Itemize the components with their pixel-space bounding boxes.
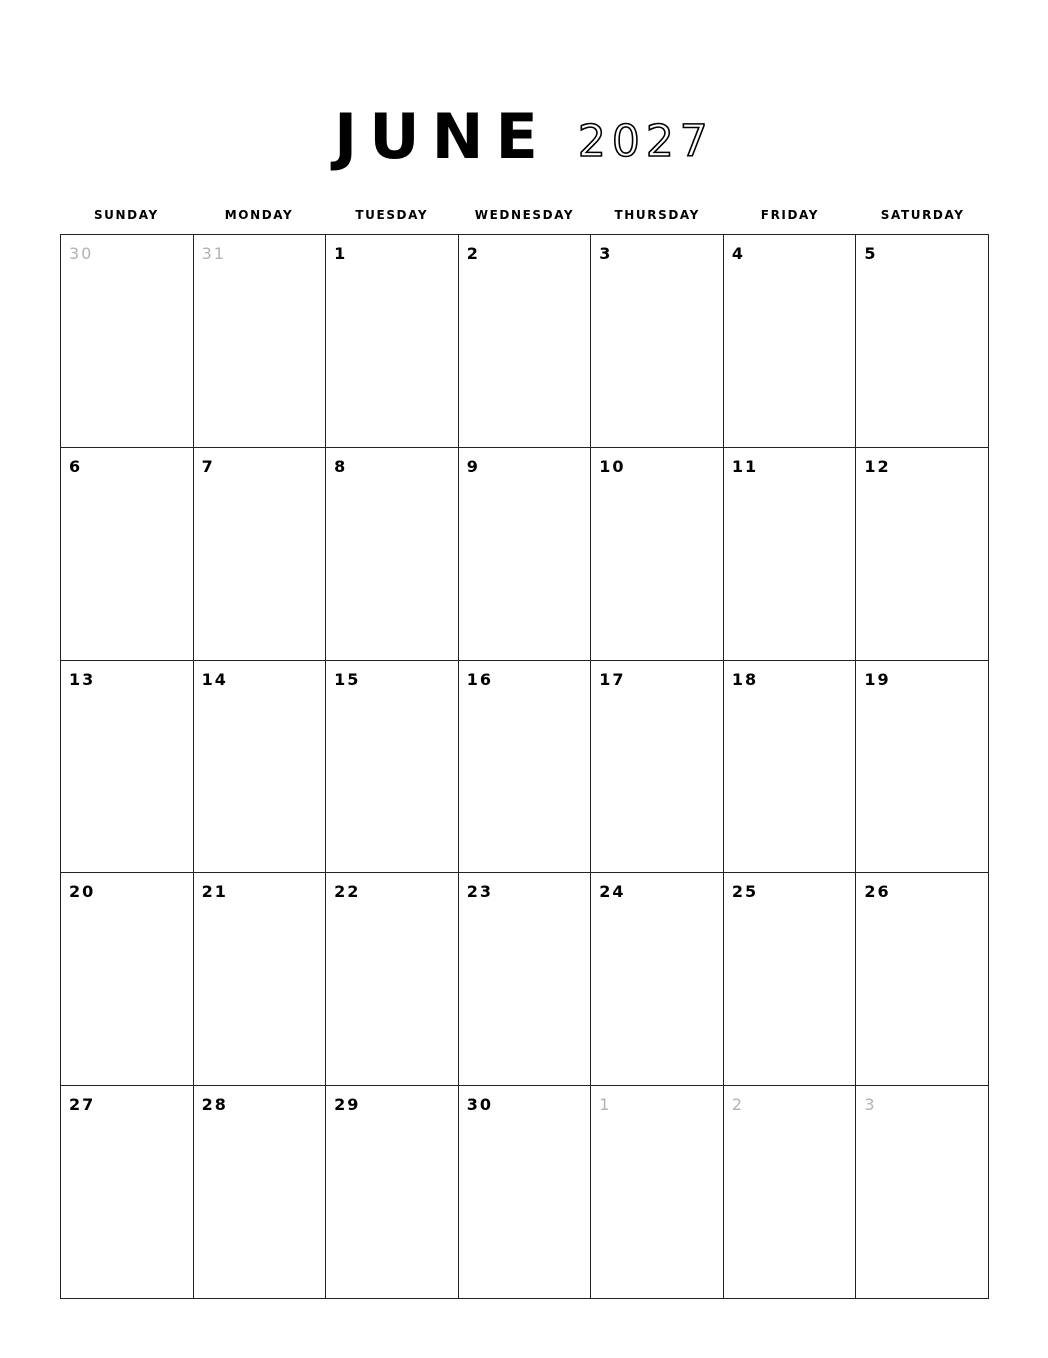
day-cell[interactable]: [724, 448, 857, 661]
day-cell[interactable]: [61, 1086, 194, 1299]
day-cell-adjacent-month[interactable]: [724, 1086, 857, 1299]
day-cell-adjacent-month[interactable]: [591, 1086, 724, 1299]
day-cell[interactable]: [591, 661, 724, 874]
day-number: 19: [864, 669, 891, 689]
day-number: 2: [731, 1095, 745, 1115]
day-cell[interactable]: [459, 1086, 592, 1299]
weekday-tuesday: TUESDAY: [355, 208, 429, 222]
day-number: 15: [334, 669, 361, 689]
day-number: 22: [334, 882, 361, 902]
calendar-grid: [60, 234, 989, 1299]
day-cell[interactable]: [326, 661, 459, 874]
day-cell[interactable]: [61, 661, 194, 874]
day-cell[interactable]: [459, 873, 592, 1086]
day-number: 6: [69, 456, 83, 476]
day-cell[interactable]: [326, 235, 459, 448]
day-number: 4: [731, 244, 745, 263]
day-number: 24: [599, 882, 626, 902]
day-number: 23: [466, 882, 493, 902]
day-number: 30: [466, 1095, 493, 1115]
day-cell[interactable]: [591, 235, 724, 448]
weekday-thursday: THURSDAY: [614, 208, 700, 222]
day-cell[interactable]: [459, 661, 592, 874]
day-cell[interactable]: [61, 448, 194, 661]
day-number: 16: [466, 669, 493, 689]
day-number: 26: [864, 882, 891, 902]
day-cell[interactable]: [591, 873, 724, 1086]
day-number: 8: [334, 456, 348, 476]
day-number: 3: [599, 244, 613, 263]
day-cell[interactable]: [591, 448, 724, 661]
day-number: 17: [599, 669, 626, 689]
day-number: 14: [201, 669, 228, 689]
day-number: 21: [201, 882, 228, 902]
day-cell-adjacent-month[interactable]: [194, 235, 327, 448]
day-cell[interactable]: [724, 873, 857, 1086]
day-number: 13: [69, 669, 96, 689]
day-number: 20: [69, 882, 96, 902]
day-cell[interactable]: [61, 873, 194, 1086]
calendar-title: [0, 88, 1048, 173]
day-cell[interactable]: [194, 661, 327, 874]
day-cell[interactable]: [326, 873, 459, 1086]
year-title: 2027: [577, 116, 714, 167]
day-number: 7: [201, 456, 215, 476]
weekday-sunday: SUNDAY: [93, 208, 159, 222]
day-cell-adjacent-month[interactable]: [856, 1086, 989, 1299]
month-title: JUNE: [334, 100, 550, 173]
day-cell[interactable]: [326, 448, 459, 661]
day-cell[interactable]: [856, 661, 989, 874]
day-number: 25: [731, 882, 759, 902]
day-number: 27: [69, 1095, 96, 1115]
day-number: 11: [731, 456, 759, 476]
day-cell[interactable]: [459, 448, 592, 661]
day-number: 29: [334, 1095, 361, 1115]
day-cell-adjacent-month[interactable]: [61, 235, 194, 448]
day-cell[interactable]: [724, 235, 857, 448]
day-cell[interactable]: [856, 235, 989, 448]
day-cell[interactable]: [856, 448, 989, 661]
day-number: 1: [599, 1095, 612, 1115]
day-number: 18: [731, 669, 759, 689]
day-number: 3: [864, 1095, 877, 1115]
day-cell[interactable]: [194, 873, 327, 1086]
day-number: 9: [466, 456, 480, 476]
day-cell[interactable]: [856, 873, 989, 1086]
day-number: 1: [334, 244, 348, 263]
day-cell[interactable]: [194, 1086, 327, 1299]
day-cell[interactable]: [326, 1086, 459, 1299]
day-number: 12: [864, 456, 891, 476]
day-number: 31: [201, 244, 226, 263]
weekday-wednesday: WEDNESDAY: [474, 208, 575, 222]
day-number: 5: [864, 244, 878, 263]
day-number: 28: [201, 1095, 228, 1115]
day-number: 10: [599, 456, 626, 476]
day-number: 30: [69, 244, 94, 263]
day-number: 2: [466, 244, 480, 263]
weekday-friday: FRIDAY: [760, 208, 820, 222]
day-cell[interactable]: [194, 448, 327, 661]
weekday-header-row: [60, 205, 989, 225]
weekday-saturday: SATURDAY: [880, 208, 965, 222]
weekday-monday: MONDAY: [224, 208, 294, 222]
day-cell[interactable]: [459, 235, 592, 448]
day-cell[interactable]: [724, 661, 857, 874]
